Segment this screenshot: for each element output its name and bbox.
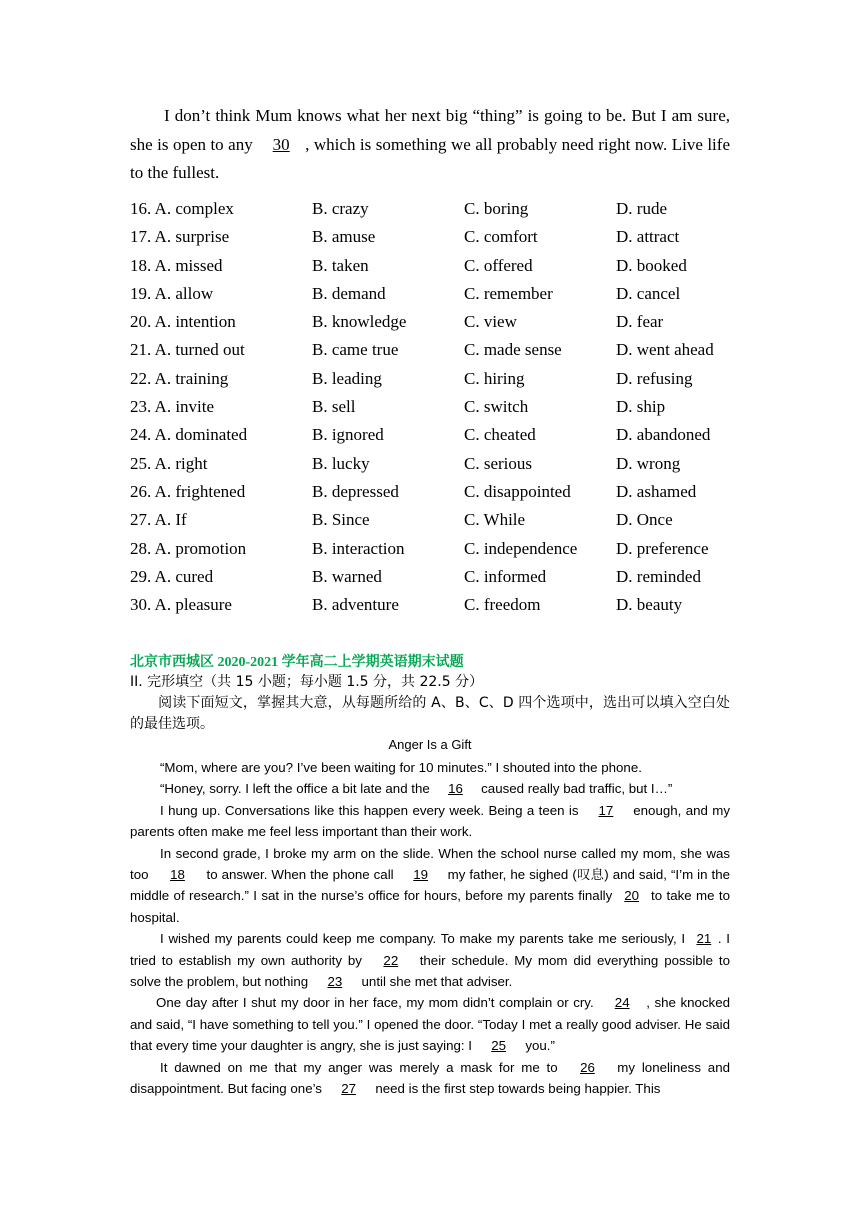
option-c: C. freedom [464, 595, 541, 615]
story-text: their schedule. My mom did everything possible to solve the problem, but nothing [130, 952, 730, 990]
blank-23: 23 [327, 974, 343, 990]
blank-30: 30 [272, 134, 290, 154]
option-d: D. attract [616, 227, 680, 247]
option-c: C. independence [464, 538, 578, 558]
option-c: C. switch [464, 397, 529, 417]
story-text: need is the first step towards being happier. This [371, 1081, 661, 1097]
story-text: . I tried to establish my own authority by [130, 931, 731, 968]
option-a: 16. A. complex [130, 199, 234, 218]
story-paragraph [130, 778, 730, 799]
option-b: B. came true [312, 340, 399, 360]
story-text: to take me to hospital. [130, 888, 730, 925]
story-paragraph [130, 757, 730, 778]
option-b: B. taken [312, 255, 369, 275]
option-a: 29. A. cured [130, 566, 214, 586]
option-d: D. refusing [616, 368, 693, 388]
story-text: “Honey, sorry. I left the office a bit late and the [160, 781, 434, 797]
option-d: D. ashamed [616, 481, 697, 501]
option-b: B. warned [312, 566, 382, 586]
option-b: B. lucky [312, 453, 370, 473]
story-text: In second grade, I broke my arm on the slide. When the school nurse called my mom, she was too [130, 845, 730, 883]
option-c: C. made sense [464, 340, 562, 360]
option-d: D. fear [616, 312, 664, 332]
option-c: C. remember [464, 283, 553, 303]
option-c: C. serious [464, 453, 532, 473]
option-d: D. abandoned [616, 425, 711, 445]
option-row [130, 252, 750, 280]
story-text: caused really bad traffic, but I…” [477, 781, 673, 797]
option-b: B. Since [312, 510, 370, 530]
option-c: C. hiring [464, 368, 525, 388]
option-a: 19. A. allow [130, 283, 214, 303]
option-a: 26. A. frightened [130, 481, 246, 501]
story-text: enough, and my parents often make me feel less important than their work. [130, 802, 730, 840]
blank-25: 25 [491, 1038, 507, 1054]
option-a: 20. A. intention [130, 312, 236, 332]
blank-19: 19 [413, 867, 429, 883]
story-text: you.” [521, 1038, 555, 1054]
option-a: 24. A. dominated [130, 425, 248, 445]
blank-17: 17 [598, 802, 614, 818]
option-a: 17. A. surprise [130, 227, 230, 247]
answer-options [130, 195, 750, 619]
story-text: until she met that adviser. [357, 974, 513, 990]
option-d: D. cancel [616, 283, 681, 303]
option-a: 30. A. pleasure [130, 595, 232, 615]
story-text: my loneliness and disappointment. But facing one’s [130, 1059, 730, 1097]
option-b: B. interaction [312, 538, 405, 558]
intro-paragraph [130, 102, 730, 188]
option-d: D. wrong [616, 453, 681, 473]
intro-text-end: , which is something we all probably need right now. Live life to the fullest. [130, 134, 730, 182]
option-d: D. reminded [616, 566, 701, 586]
option-row [130, 450, 750, 478]
option-a: 18. A. missed [130, 255, 223, 275]
option-d: D. rude [616, 199, 667, 218]
section-heading: II. 完形填空（共 15 小题；每小题 1.5 分，共 22.5 分） [130, 674, 484, 690]
option-d: D. Once [616, 510, 673, 530]
option-row [130, 591, 750, 619]
story-title: Anger Is a Gift [388, 737, 472, 752]
blank-22: 22 [383, 952, 399, 968]
option-row [130, 336, 750, 364]
blank-20: 20 [624, 888, 640, 904]
option-row [130, 195, 750, 223]
blank-27: 27 [341, 1081, 357, 1097]
option-row [130, 563, 750, 591]
option-a: 22. A. training [130, 368, 229, 388]
blank-16: 16 [448, 781, 463, 797]
story-text: I wished my parents could keep me company. To make my parents take me seriously, I [160, 931, 690, 947]
option-c: C. cheated [464, 425, 536, 445]
story-text: One day after I shut my door in her face, my mom didn’t complain or cry. [156, 995, 599, 1011]
option-d: D. preference [616, 538, 709, 558]
option-row [130, 506, 750, 534]
option-d: D. booked [616, 255, 687, 275]
option-b: B. adventure [312, 595, 399, 615]
option-b: B. knowledge [312, 312, 407, 332]
option-a: 23. A. invite [130, 397, 215, 417]
option-c: C. informed [464, 566, 547, 586]
story-paragraph [130, 1057, 730, 1100]
option-b: B. depressed [312, 481, 399, 501]
option-b: B. leading [312, 368, 382, 388]
option-d: D. ship [616, 397, 666, 417]
option-a: 21. A. turned out [130, 340, 245, 360]
intro-text: I don’t think Mum knows what her next big “thing” is going to be. But I am sure, she is open to any [130, 106, 730, 154]
story-paragraph [130, 843, 730, 929]
option-d: D. went ahead [616, 340, 714, 360]
option-c: C. disappointed [464, 481, 571, 501]
option-c: C. comfort [464, 227, 538, 247]
option-row [130, 478, 750, 506]
story-paragraph [130, 800, 730, 843]
option-row [130, 393, 750, 421]
blank-18: 18 [170, 867, 185, 883]
option-c: C. offered [464, 255, 533, 275]
blank-21: 21 [696, 931, 712, 947]
story-text: , she knocked and said, “I have something to tell you.” I opened the door. “Today I met a really good adviser. He said that every time your daughter is angry, she is just saying: I [130, 995, 730, 1054]
option-row [130, 308, 750, 336]
option-d: D. beauty [616, 595, 683, 615]
option-b: B. demand [312, 283, 386, 303]
option-row [130, 421, 750, 449]
option-a: 25. A. right [130, 453, 208, 473]
blank-26: 26 [580, 1059, 595, 1075]
option-b: B. amuse [312, 227, 376, 247]
story-text: my father, he sighed (叹息) and said, “I’m in the middle of research.” I sat in the nurse’s office for hours, before my parents finally [130, 867, 731, 904]
story-text: “Mom, where are you? I’ve been waiting for 10 minutes.” I shouted into the phone. [160, 760, 642, 775]
option-row [130, 535, 750, 563]
instructions-text: 阅读下面短文，掌握其大意，从每题所给的 A、B、C、D 四个选项中，选出可以填入空白处的最佳选项。 [130, 695, 730, 732]
option-b: B. ignored [312, 425, 384, 445]
option-b: B. crazy [312, 199, 369, 218]
story-body [130, 757, 730, 1100]
option-c: C. boring [464, 199, 529, 218]
story-paragraph [130, 992, 730, 1056]
option-a: 27. A. If [130, 510, 187, 530]
story-paragraph [130, 928, 730, 992]
option-b: B. sell [312, 397, 356, 417]
option-row [130, 365, 750, 393]
option-row [130, 280, 750, 308]
instructions [130, 693, 730, 735]
story-text: It dawned on me that my anger was merely a mask for me to [160, 1059, 565, 1075]
blank-24: 24 [614, 995, 630, 1011]
option-c: C. view [464, 312, 517, 332]
option-c: C. While [464, 510, 526, 530]
option-row [130, 223, 750, 251]
story-text: to answer. When the phone call [202, 867, 398, 883]
option-a: 28. A. promotion [130, 538, 247, 558]
source-line: 北京市西城区 2020-2021 学年高二上学期英语期末试题 [130, 655, 464, 670]
story-text: I hung up. Conversations like this happen every week. Being a teen is [160, 802, 583, 818]
